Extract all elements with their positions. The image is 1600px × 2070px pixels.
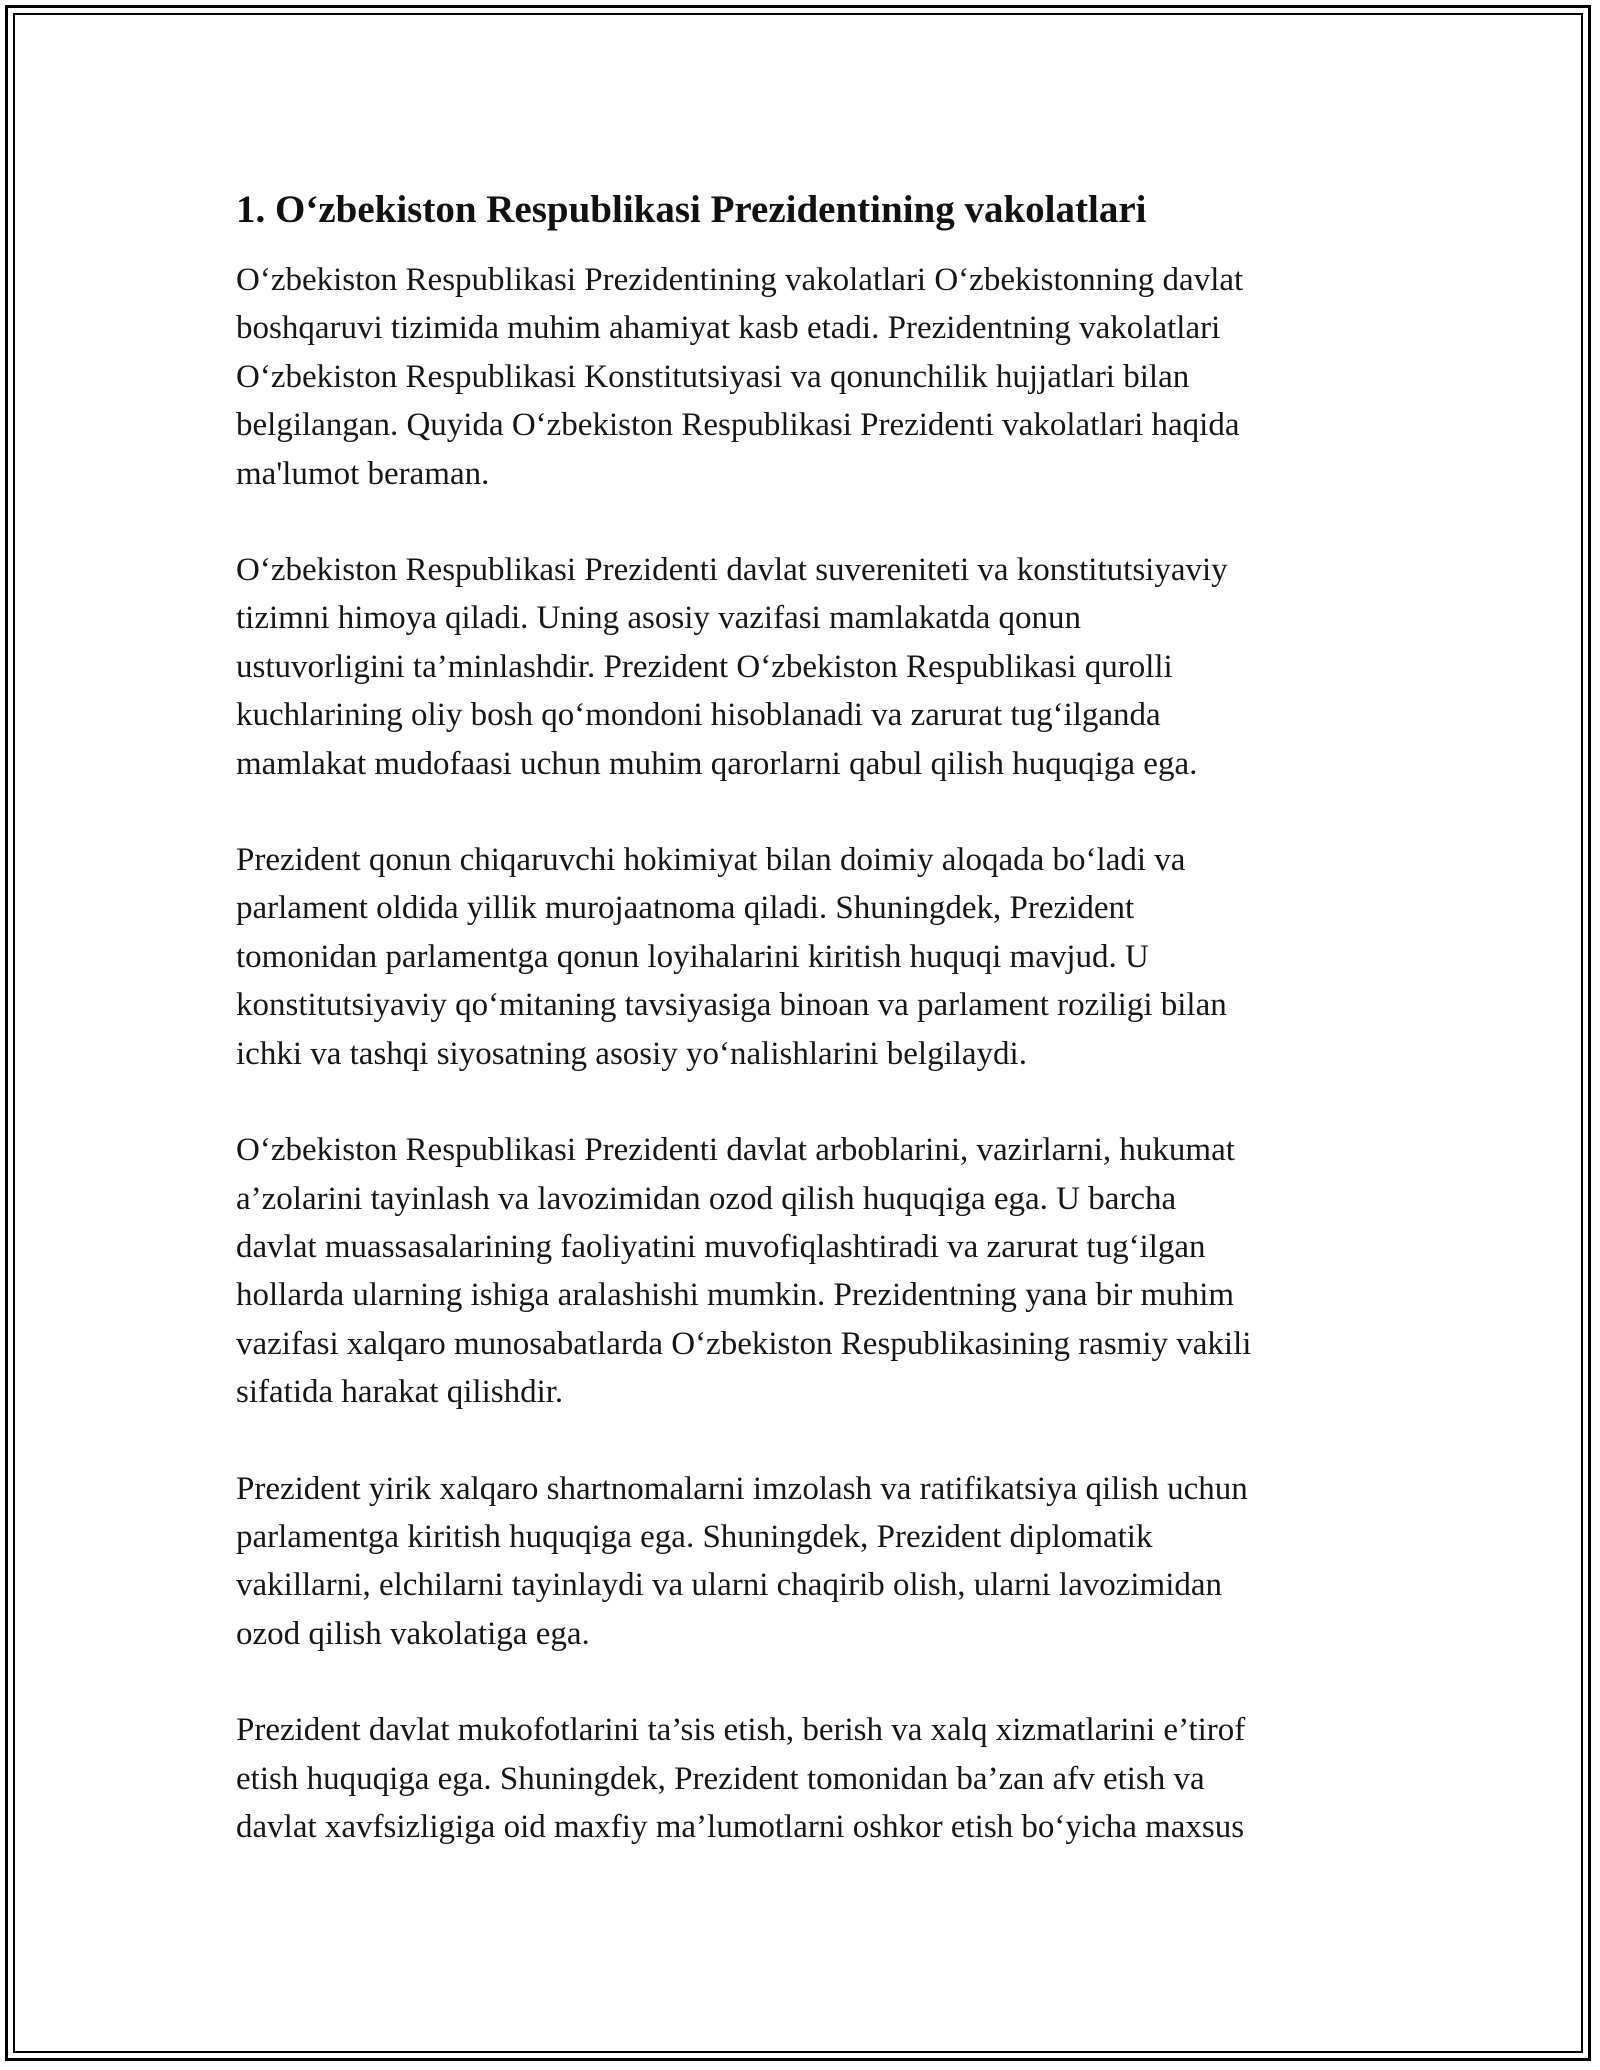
text-line: O‘zbekiston Respublikasi Prezidentining vakolatlari O‘zbekistonning davlat — [236, 262, 1244, 298]
text-line: davlat muassasalarining faoliyatini muvofiqlashtiradi va zarurat tug‘ilgan — [236, 1228, 1206, 1265]
text-line: Prezident yirik xalqaro shartnomalarni imzolash va ratifikatsiya qilish uchun — [236, 1470, 1248, 1507]
text-line: a’zolarini tayinlash va lavozimidan ozod qilish huquqiga ega. U barcha — [236, 1180, 1177, 1217]
text-line: parlamentga kiritish huquqiga ega. Shuningdek, Prezident diplomatik — [236, 1518, 1153, 1555]
paragraph-5 — [236, 1465, 1366, 1659]
text-line: Prezident davlat mukofotlarini ta’sis etish, berish va xalq xizmatlarini e’tirof — [236, 1712, 1246, 1749]
text-line: hollarda ularning ishiga aralashishi mumkin. Prezidentning yana bir muhim — [236, 1277, 1235, 1314]
document-body — [236, 186, 1366, 1899]
text-line: parlament oldida yillik murojaatnoma qiladi. Shuningdek, Prezident — [236, 890, 1135, 927]
text-line: tomonidan parlamentga qonun loyihalarini kiritish huquqi mavjud. U — [236, 938, 1149, 975]
text-line: O‘zbekiston Respublikasi Konstitutsiyasi va qonunchilik hujjatlari bilan — [236, 358, 1190, 395]
paragraph-4 — [236, 1126, 1366, 1416]
text-line: Prezident qonun chiqaruvchi hokimiyat bilan doimiy aloqada bo‘ladi va — [236, 842, 1186, 879]
text-line: ma'lumot beraman. — [236, 455, 490, 492]
text-line: mamlakat mudofaasi uchun muhim qarorlarni qabul qilish huquqiga ega. — [236, 745, 1198, 782]
text-line: davlat xavfsizligiga oid maxfiy ma’lumotlarni oshkor etish bo‘yicha maxsus — [236, 1808, 1245, 1845]
text-line: etish huquqiga ega. Shuningdek, Prezident tomonidan ba’zan afv etish va — [236, 1760, 1205, 1797]
text-line: tizimni himoya qiladi. Uning asosiy vazifasi mamlakatda qonun — [236, 600, 1081, 637]
text-line: kuchlarining oliy bosh qo‘mondoni hisoblanadi va zarurat tug‘ilganda — [236, 697, 1161, 734]
text-line: boshqaruvi tizimida muhim ahamiyat kasb etadi. Prezidentning vakolatlari — [236, 310, 1221, 347]
paragraph-6 — [236, 1706, 1366, 1851]
text-line: konstitutsiyaviy qo‘mitaning tavsiyasiga binoan va parlament roziligi bilan — [236, 987, 1227, 1024]
text-line: ichki va tashqi siyosatning asosiy yo‘nalishlarini belgilaydi. — [236, 1035, 1027, 1072]
text-line: vazifasi xalqaro munosabatlarda O‘zbekiston Respublikasining rasmiy vakili — [236, 1325, 1252, 1362]
text-line: belgilangan. Quyida O‘zbekiston Respublikasi Prezidenti vakolatlari haqida — [236, 407, 1240, 444]
text-line: ozod qilish vakolatiga ega. — [236, 1615, 590, 1652]
section-heading: 1. O‘zbekiston Respublikasi Prezidentining vakolatlari — [236, 188, 1147, 231]
text-line: O‘zbekiston Respublikasi Prezidenti davlat arboblarini, vazirlarni, hukumat — [236, 1132, 1235, 1169]
paragraph-2 — [236, 546, 1366, 788]
text-line: vakillarni, elchilarni tayinlaydi va ularni chaqirib olish, ularni lavozimidan — [236, 1567, 1223, 1604]
paragraph-3 — [236, 836, 1366, 1078]
paragraph-1 — [236, 256, 1366, 498]
text-line: ustuvorligini ta’minlashdir. Prezident O‘zbekiston Respublikasi qurolli — [236, 648, 1173, 685]
text-line: sifatida harakat qilishdir. — [236, 1374, 564, 1411]
text-line: O‘zbekiston Respublikasi Prezidenti davlat suvereniteti va konstitutsiyaviy — [236, 552, 1228, 589]
